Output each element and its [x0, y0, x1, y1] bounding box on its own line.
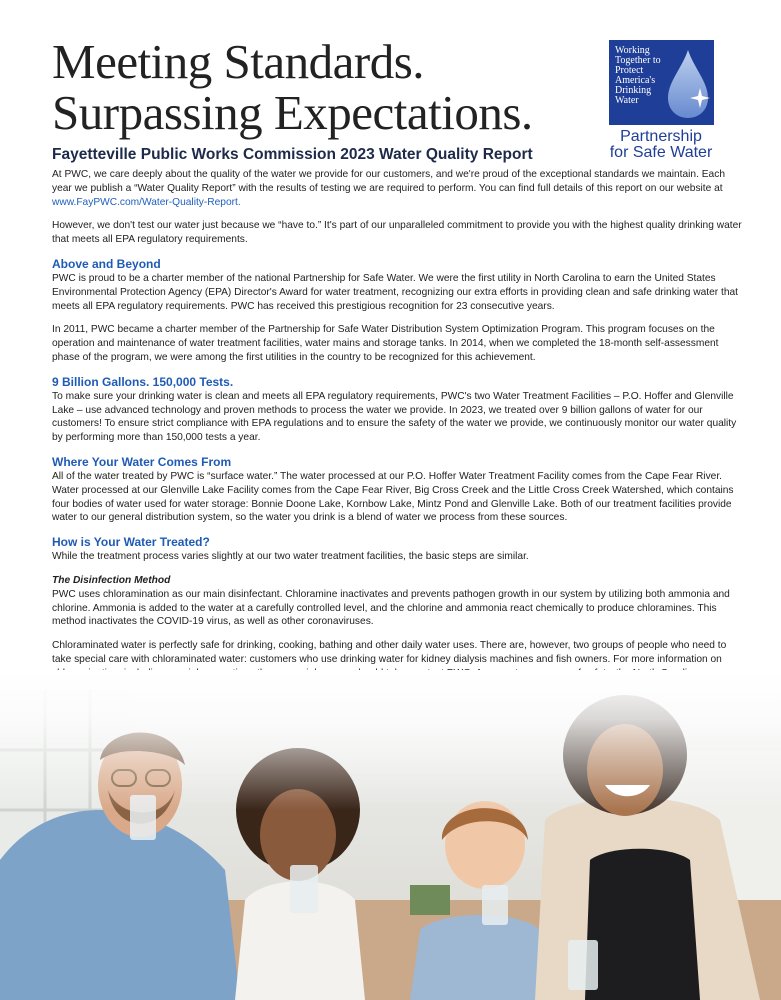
source-paragraph: All of the water treated by PWC is “surface water.” The water processed at our P.O. Hoffer Water Treatment Facility comes from the Cape Fear River. Water processed at our Glenville Lake Facility comes from the Cape Fear River, Big Cross Creek and the Little Cross Creek Watershed, which contains four bodies of water used for water storage: Bonnie Doone Lake, Kornbow Lake, Mintz Pond and Glenville Lake. Both of our treatment facilities provide water to our general distribution system, so the water you drink is a blend of water we process from these sources.: [52, 470, 734, 524]
intro-paragraph: At PWC, we care deeply about the quality of the water we provide for our customers, and we're proud of the exceptional standards we maintain. Each year we publish a “Water Quality Report” with the results of testing we are required to perform. You can find full details of this report on our website at www.FayPWC.com/Water-Quality-Report.: [52, 169, 725, 208]
report-body: [52, 168, 742, 718]
water-drop-icon: [664, 48, 712, 120]
beyond-paragraph-1: PWC is proud to be a charter member of the national Partnership for Safe Water. We were the first utility in North Carolina to earn the United States Environmental Protection Agency (EPA) Director's Award for water treatment, recognizing our extra efforts in providing clean and safe drinking water that meets all EPA regulatory requirements. PWC has received this prestigious recognition for 23 consecutive years.: [52, 272, 738, 312]
heading-billion-gallons: 9 Billion Gallons. 150,000 Tests.: [52, 374, 234, 389]
chloramine-paragraph: Chloraminated water is perfectly safe for drinking, cooking, bathing and other daily water uses. There are, however, two groups of people who need to take special care with chloraminated water: customers who use drinking water for kidney dialysis machines and fish owners. For more information on: [52, 640, 727, 665]
logo-caption: Partnership for Safe Water: [609, 128, 713, 161]
logo-slogan: Working Together to Protect America's Drinking Water: [615, 45, 661, 106]
heading-water-source: Where Your Water Comes From: [52, 454, 232, 469]
title-line-1: Meeting Standards.: [52, 34, 425, 89]
report-subtitle: Fayetteville Public Works Commission 2023 Water Quality Report: [52, 146, 533, 163]
billion-paragraph: To make sure your drinking water is clean and meets all EPA regulatory requirements, PWC's two Water Treatment Facilities – P.O. Hoffer and Glenville Lake – use advanced technology and proven methods to process the water we provide. In 2023, we treated over 9 billion gallons of water for our customers! To ensure strict compliance with EPA regulations and to ensure the safety of the water we provide, we continuously monitor our water quality by performing more than 150,000 tests a year.: [52, 390, 737, 444]
heading-above-and-beyond: Above and Beyond: [52, 256, 161, 271]
title-line-2: Surpassing Expectations.: [52, 85, 533, 140]
family-drinking-water-photo: [0, 670, 781, 1000]
logo-badge: [609, 40, 714, 125]
heading-water-treatment: How is Your Water Treated?: [52, 535, 210, 550]
page-title: [52, 36, 533, 138]
beyond-paragraph-2: In 2011, PWC became a charter member of the Partnership for Safe Water Distribution System Optimization Program. This program focuses on the operation and maintenance of water treatment facilities, water mains and storage tanks. In 2014, when we completed the 18-month self-assessment phase of the program, we were among the first utilities in the country to be recognized for this achievement.: [52, 324, 719, 363]
photo-fade-overlay: [0, 670, 781, 810]
water-quality-report-link[interactable]: www.FayPWC.com/Water-Quality-Report.: [52, 196, 241, 208]
partnership-logo: [605, 40, 717, 166]
intro-paragraph-2: However, we don't test our water just because we “have to.” It's part of our unparalleled commitment to provide you with the highest quality drinking water that meets all EPA regulatory requirements.: [52, 220, 742, 246]
disinfection-paragraph: PWC uses chloramination as our main disinfectant. Chloramine inactivates and prevents pathogen growth in our system by utilizing both ammonia and chlorine. Ammonia is added to the water at a carefully controlled level, and the chlorine and ammonia react chemically to produce chloramines. This method inactivates the COVID-19 virus, as well as other coronaviruses.: [52, 588, 730, 628]
subheading-disinfection: The Disinfection Method: [52, 574, 171, 586]
treatment-paragraph: While the treatment process varies slightly at our two water treatment facilities, the basic steps are similar.: [52, 551, 529, 563]
